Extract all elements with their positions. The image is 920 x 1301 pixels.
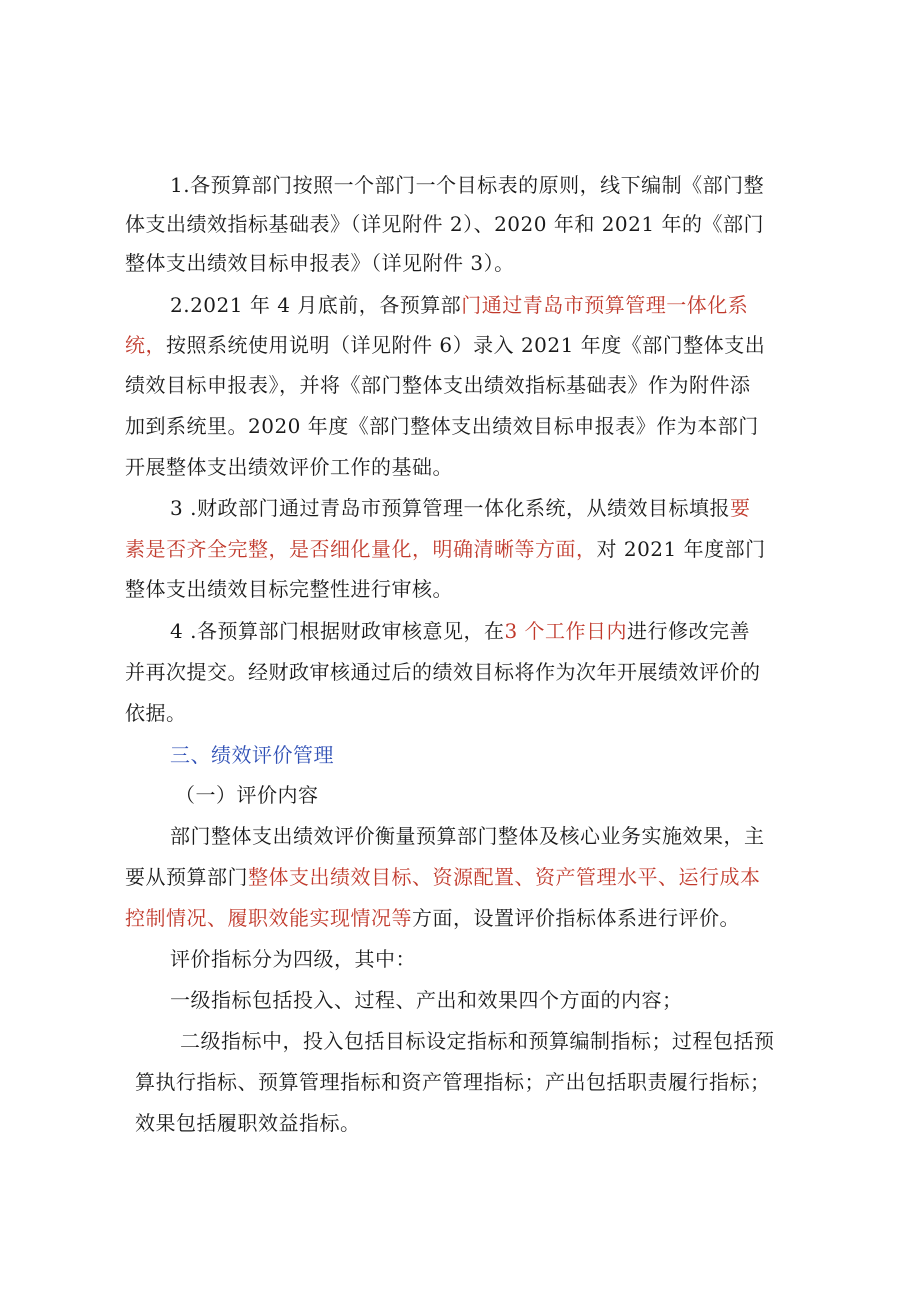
para5-line3 — [125, 903, 740, 933]
para7: 一级指标包括投入、过程、产出和效果四个方面的内容； — [170, 988, 683, 1012]
para2-line1 — [170, 290, 748, 320]
section-heading-3: 三、绩效评价管理 — [170, 743, 334, 767]
para2-line3: 绩效目标申报表》，并将《部门整体支出绩效指标基础表》作为附件添 — [125, 373, 751, 397]
subheading-evaluation-content: （一）评价内容 — [175, 783, 319, 807]
para5-line3-highlight: 控制情况、履职效能实现情况等 — [125, 906, 412, 930]
para2-line5: 开展整体支出绩效评价工作的基础。 — [125, 455, 453, 479]
para2-line2-highlight: 统， — [125, 333, 166, 357]
para3-line1-text: 3 .财政部门通过青岛市预算管理一体化系统，从绩效目标填报 — [170, 496, 730, 520]
para2-line1-highlight: 门通过青岛市预算管理一体化系 — [461, 293, 749, 317]
para2-line2 — [125, 330, 765, 360]
para8-line3: 效果包括履职效益指标。 — [135, 1111, 361, 1135]
para3-line2-text: 对 2021 年度部门 — [596, 537, 766, 561]
para8-line2: 算执行指标、预算管理指标和资产管理指标；产出包括职责履行指标； — [135, 1070, 771, 1094]
para3-line3: 整体支出绩效目标完整性进行审核。 — [125, 577, 453, 601]
para4-line1-tail: 进行修改完善 — [627, 619, 751, 643]
para2-line2-text: 按照系统使用说明（详见附件 6）录入 2021 年度《部门整体支出 — [166, 333, 766, 357]
para8-line1: 二级指标中，投入包括目标设定指标和预算编制指标；过程包括预 — [180, 1029, 775, 1053]
para4-line2: 并再次提交。经财政审核通过后的绩效目标将作为次年开展绩效评价的 — [125, 660, 761, 684]
para5-line3-text: 方面，设置评价指标体系进行评价。 — [412, 906, 740, 930]
para3-line2 — [125, 534, 766, 564]
para3-line1-highlight: 要 — [729, 496, 751, 520]
para4-line3: 依据。 — [125, 701, 187, 725]
para3-line1 — [170, 493, 750, 523]
para4-line1-text: 4 .各预算部门根据财政审核意见，在 — [170, 619, 505, 643]
para5-line2-highlight: 整体支出绩效目标、资源配置、资产管理水平、运行成本 — [248, 865, 761, 889]
para3-line2-highlight: 素是否齐全完整，是否细化量化，明确清晰等方面， — [125, 537, 597, 561]
para4-line1 — [170, 616, 750, 646]
para2-line1-text: 2.2021 年 4 月底前，各预算部 — [170, 293, 462, 317]
para1-line2: 体支出绩效指标基础表》（详见附件 2）、2020 年和 2021 年的《部门 — [125, 212, 764, 236]
para4-line1-highlight: 3 个工作日内 — [504, 619, 628, 643]
para5-line2 — [125, 862, 761, 892]
para1-line1: 1.各预算部门按照一个部门一个目标表的原则，线下编制《部门整 — [170, 173, 765, 197]
para5-line1: 部门整体支出绩效评价衡量预算部门整体及核心业务实施效果，主 — [170, 824, 765, 848]
para5-line2-text: 要从预算部门 — [125, 865, 248, 889]
para6: 评价指标分为四级，其中： — [170, 947, 416, 971]
para2-line4: 加到系统里。2020 年度《部门整体支出绩效目标申报表》作为本部门 — [125, 414, 759, 438]
para1-line3: 整体支出绩效目标申报表》（详见附件 3）。 — [125, 251, 515, 275]
